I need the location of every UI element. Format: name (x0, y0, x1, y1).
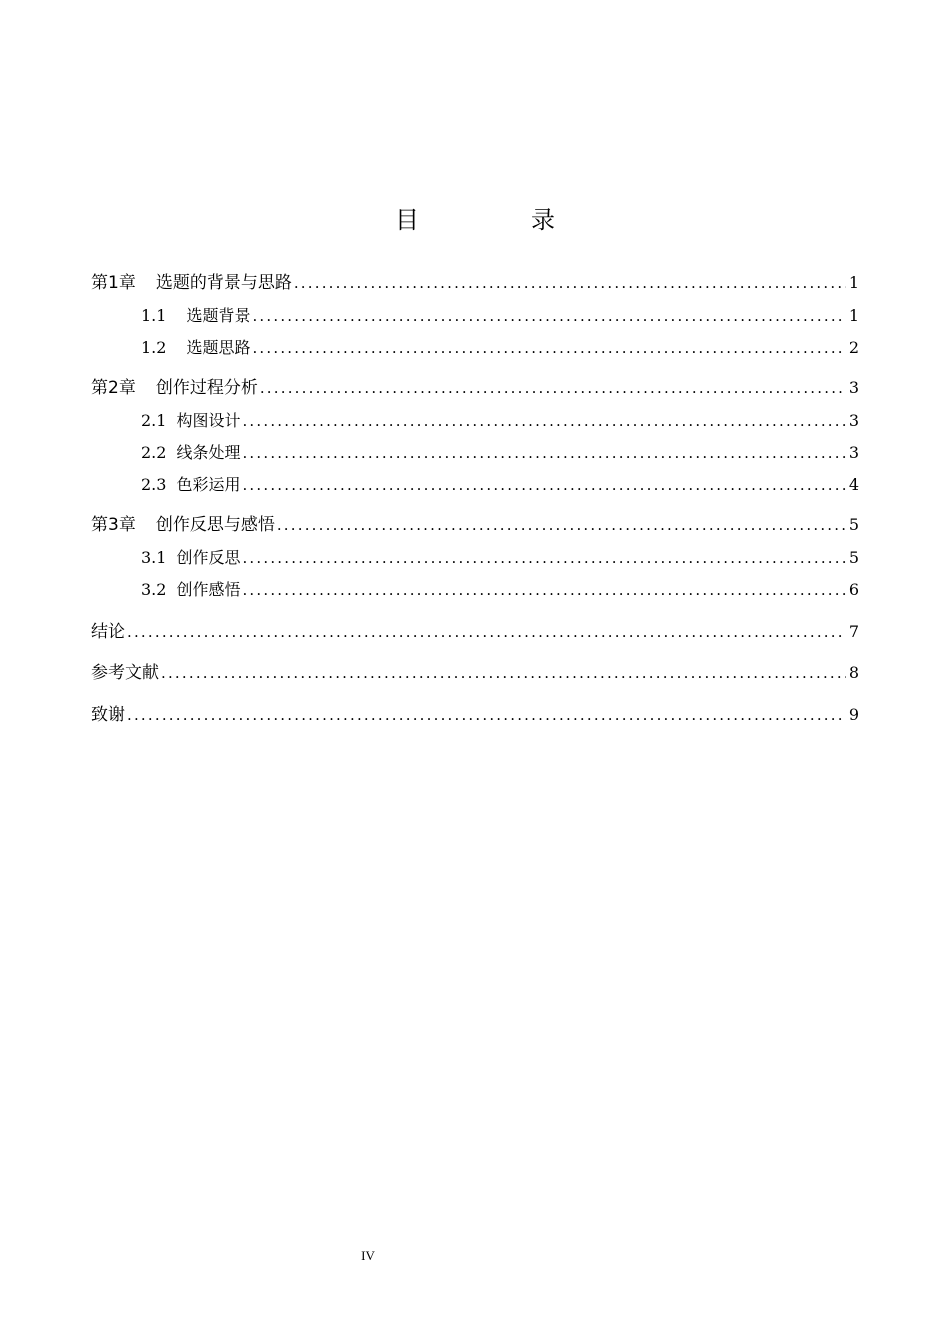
page-title: 目 录 (395, 206, 599, 234)
toc-entry-number: 2.2 (141, 443, 167, 462)
toc-dot-leader (242, 578, 845, 602)
toc-entry-title (141, 578, 240, 602)
toc-dot-leader (294, 271, 846, 295)
toc-entry-label: 选题的背景与思路 (155, 273, 292, 293)
toc-entry-label: 创作感悟 (176, 580, 241, 599)
toc-entry-number: 3.1 (141, 548, 167, 567)
toc-entry-number: 2.3 (141, 475, 167, 494)
toc-entry-page: 8 (848, 663, 859, 682)
toc-entry-page: 6 (848, 580, 859, 599)
toc-entry-title (141, 473, 240, 497)
toc-dot-leader (242, 473, 845, 497)
toc-entry-page: 4 (848, 475, 859, 494)
toc-entry-label: 参考文献 (91, 663, 159, 683)
toc-entry-page: 1 (848, 306, 859, 325)
toc-entry-title (91, 703, 125, 727)
toc-entry-label: 创作反思与感悟 (155, 515, 275, 535)
toc-dot-leader (127, 620, 846, 644)
toc-entry-label: 致谢 (91, 705, 125, 725)
toc-entry[interactable] (141, 304, 859, 328)
toc-entry[interactable] (141, 546, 859, 570)
toc-entry-title (91, 513, 275, 537)
toc-dot-leader (252, 304, 845, 328)
toc-dot-leader (277, 513, 846, 537)
toc-entry-title (91, 376, 258, 400)
toc-entry-label: 线条处理 (176, 443, 241, 462)
toc-entry[interactable] (91, 271, 859, 295)
toc-entry[interactable] (141, 473, 859, 497)
toc-entry-page: 3 (848, 411, 859, 430)
toc-dot-leader (242, 441, 845, 465)
toc-entry[interactable] (91, 376, 859, 400)
toc-entry-title (141, 546, 240, 570)
toc-entry-page: 3 (848, 378, 859, 397)
toc-entry-label: 创作过程分析 (155, 378, 258, 398)
toc-dot-leader (252, 336, 845, 360)
toc-entry-page: 7 (848, 622, 859, 641)
toc-entry-label: 创作反思 (176, 548, 241, 567)
toc-entry-number: 1.1 (141, 306, 167, 325)
toc-entry-number: 3.2 (141, 580, 167, 599)
toc-entry-page: 3 (848, 443, 859, 462)
toc-entry-title (141, 336, 250, 360)
toc-dot-leader (127, 703, 846, 727)
toc-entry-title (91, 661, 159, 685)
toc-entry-number: 第2章 (91, 378, 136, 398)
toc-entry-number: 2.1 (141, 411, 167, 430)
toc-entry-title (141, 304, 250, 328)
toc-entry-title (91, 620, 125, 644)
toc-entry-label: 结论 (91, 622, 125, 642)
toc-entry[interactable] (141, 578, 859, 602)
toc-entry-number: 1.2 (141, 338, 167, 357)
toc-entry-page: 1 (848, 273, 859, 292)
toc-entry[interactable] (91, 661, 859, 685)
toc-entry-title (141, 409, 240, 433)
toc-entry-page: 9 (848, 705, 859, 724)
toc-entry-title (91, 271, 292, 295)
toc-entry-number: 第3章 (91, 515, 136, 535)
toc-entry-label: 构图设计 (176, 411, 241, 430)
toc-dot-leader (242, 546, 845, 570)
toc-entry-number: 第1章 (91, 273, 136, 293)
toc-entry[interactable] (91, 513, 859, 537)
toc-entry[interactable] (141, 409, 859, 433)
toc-dot-leader (242, 409, 845, 433)
toc-entry-page: 2 (848, 338, 859, 357)
toc-entry[interactable] (141, 336, 859, 360)
toc-entry[interactable] (91, 703, 859, 727)
toc-entry[interactable] (141, 441, 859, 465)
toc-entry-page: 5 (848, 515, 859, 534)
toc-entry-label: 色彩运用 (176, 475, 241, 494)
toc-entry-title (141, 441, 240, 465)
toc-dot-leader (260, 376, 846, 400)
toc-entry-label: 选题思路 (186, 338, 251, 357)
toc-entry-page: 5 (848, 548, 859, 567)
page-number-footer: IV (361, 1248, 375, 1263)
toc-entry-label: 选题背景 (186, 306, 251, 325)
toc-entry[interactable] (91, 620, 859, 644)
toc-dot-leader (161, 661, 846, 685)
